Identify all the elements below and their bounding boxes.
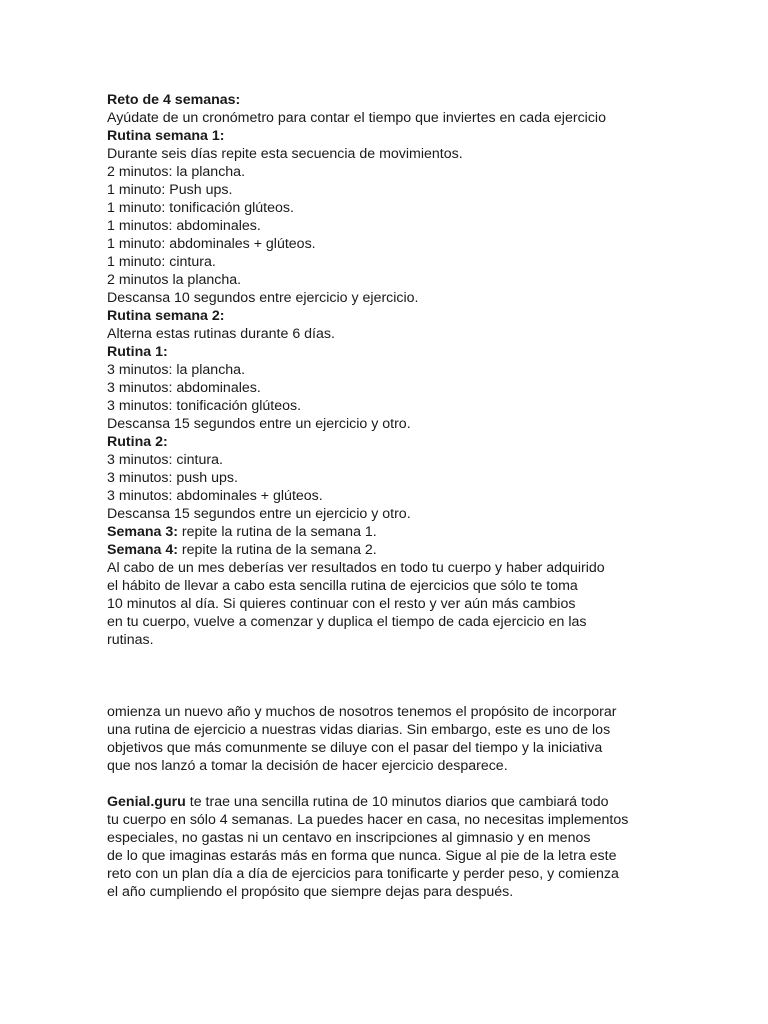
paragraph2-line: especiales, no gastas ni un centavo en inscripciones al gimnasio y en menos: [107, 830, 591, 846]
conclusion-line: rutinas.: [107, 632, 154, 648]
routine1-item: 3 minutos: tonificación glúteos.: [107, 398, 302, 414]
week3-label: Semana 3:: [107, 524, 178, 540]
section-spacer: [107, 649, 747, 703]
conclusion-line: en tu cuerpo, vuelve a comenzar y duplica el tiempo de cada ejercicio en las: [107, 614, 587, 630]
week1-item: 2 minutos la plancha.: [107, 272, 242, 288]
week1-description: Durante seis días repite esta secuencia de movimientos.: [107, 146, 463, 162]
paragraph2-first-line: [107, 793, 747, 811]
challenge-intro: Ayúdate de un cronómetro para contar el tiempo que inviertes en cada ejercicio: [107, 110, 606, 126]
week4-label: Semana 4:: [107, 542, 178, 558]
routine2-rest: Descansa 15 segundos entre un ejercicio y otro.: [107, 506, 411, 522]
week1-item: 1 minuto: abdominales + glúteos.: [107, 236, 316, 252]
routine2-item: 3 minutos: cintura.: [107, 452, 223, 468]
routine2-item: 3 minutos: abdominales + glúteos.: [107, 488, 323, 504]
conclusion-line: Al cabo de un mes deberías ver resultados en todo tu cuerpo y haber adquirido: [107, 560, 605, 576]
week3-line: [107, 523, 747, 541]
week2-heading: Rutina semana 2:: [107, 308, 225, 324]
routine1-heading: Rutina 1:: [107, 344, 168, 360]
week2-description: Alterna estas rutinas durante 6 días.: [107, 326, 335, 342]
paragraph1-line: objetivos que más comunmente se diluye con el pasar del tiempo y la iniciativa: [107, 740, 603, 756]
paragraph2-first-line-text: te trae una sencilla rutina de 10 minutos diarios que cambiará todo: [185, 794, 609, 810]
routine1-rest: Descansa 15 segundos entre un ejercicio y otro.: [107, 416, 411, 432]
conclusion-line: el hábito de llevar a cabo esta sencilla rutina de ejercicios que sólo te toma: [107, 578, 578, 594]
week1-item: 1 minuto: cintura.: [107, 254, 216, 270]
paragraph1-line: que nos lanzó a tomar la decisión de hacer ejercicio desparece.: [107, 758, 508, 774]
conclusion-line: 10 minutos al día. Si quieres continuar con el resto y ver aún más cambios: [107, 596, 576, 612]
routine2-item: 3 minutos: push ups.: [107, 470, 238, 486]
week3-text: repite la rutina de la semana 1.: [177, 524, 377, 540]
paragraph2-line: de lo que imaginas estarás más en forma que nunca. Sigue al pie de la letra este: [107, 848, 617, 864]
paragraph1-line: una rutina de ejercicio a nuestras vidas diarias. Sin embargo, este es uno de los: [107, 722, 611, 738]
week1-item: 1 minuto: tonificación glúteos.: [107, 200, 294, 216]
paragraph1-line: omienza un nuevo año y muchos de nosotros tenemos el propósito de incorporar: [107, 704, 617, 720]
week4-text: repite la rutina de la semana 2.: [177, 542, 377, 558]
routine1-item: 3 minutos: la plancha.: [107, 362, 246, 378]
paragraph2-line: reto con un plan día a día de ejercicios para tonificarte y perder peso, y comienza: [107, 866, 619, 882]
paragraph-spacer: [107, 775, 747, 793]
week4-line: [107, 541, 747, 559]
routine2-heading: Rutina 2:: [107, 434, 168, 450]
challenge-title: Reto de 4 semanas:: [107, 92, 241, 108]
document-page: [107, 91, 747, 901]
paragraph2-line: el año cumpliendo el propósito que siempre dejas para después.: [107, 884, 514, 900]
week1-item: 1 minutos: abdominales.: [107, 218, 261, 234]
week1-heading: Rutina semana 1:: [107, 128, 225, 144]
routine1-item: 3 minutos: abdominales.: [107, 380, 261, 396]
week1-item: 2 minutos: la plancha.: [107, 164, 246, 180]
week1-item: 1 minuto: Push ups.: [107, 182, 233, 198]
paragraph2-line: tu cuerpo en sólo 4 semanas. La puedes hacer en casa, no necesitas implementos: [107, 812, 629, 828]
week1-rest: Descansa 10 segundos entre ejercicio y ejercicio.: [107, 290, 419, 306]
brand-name: Genial.guru: [107, 794, 186, 810]
